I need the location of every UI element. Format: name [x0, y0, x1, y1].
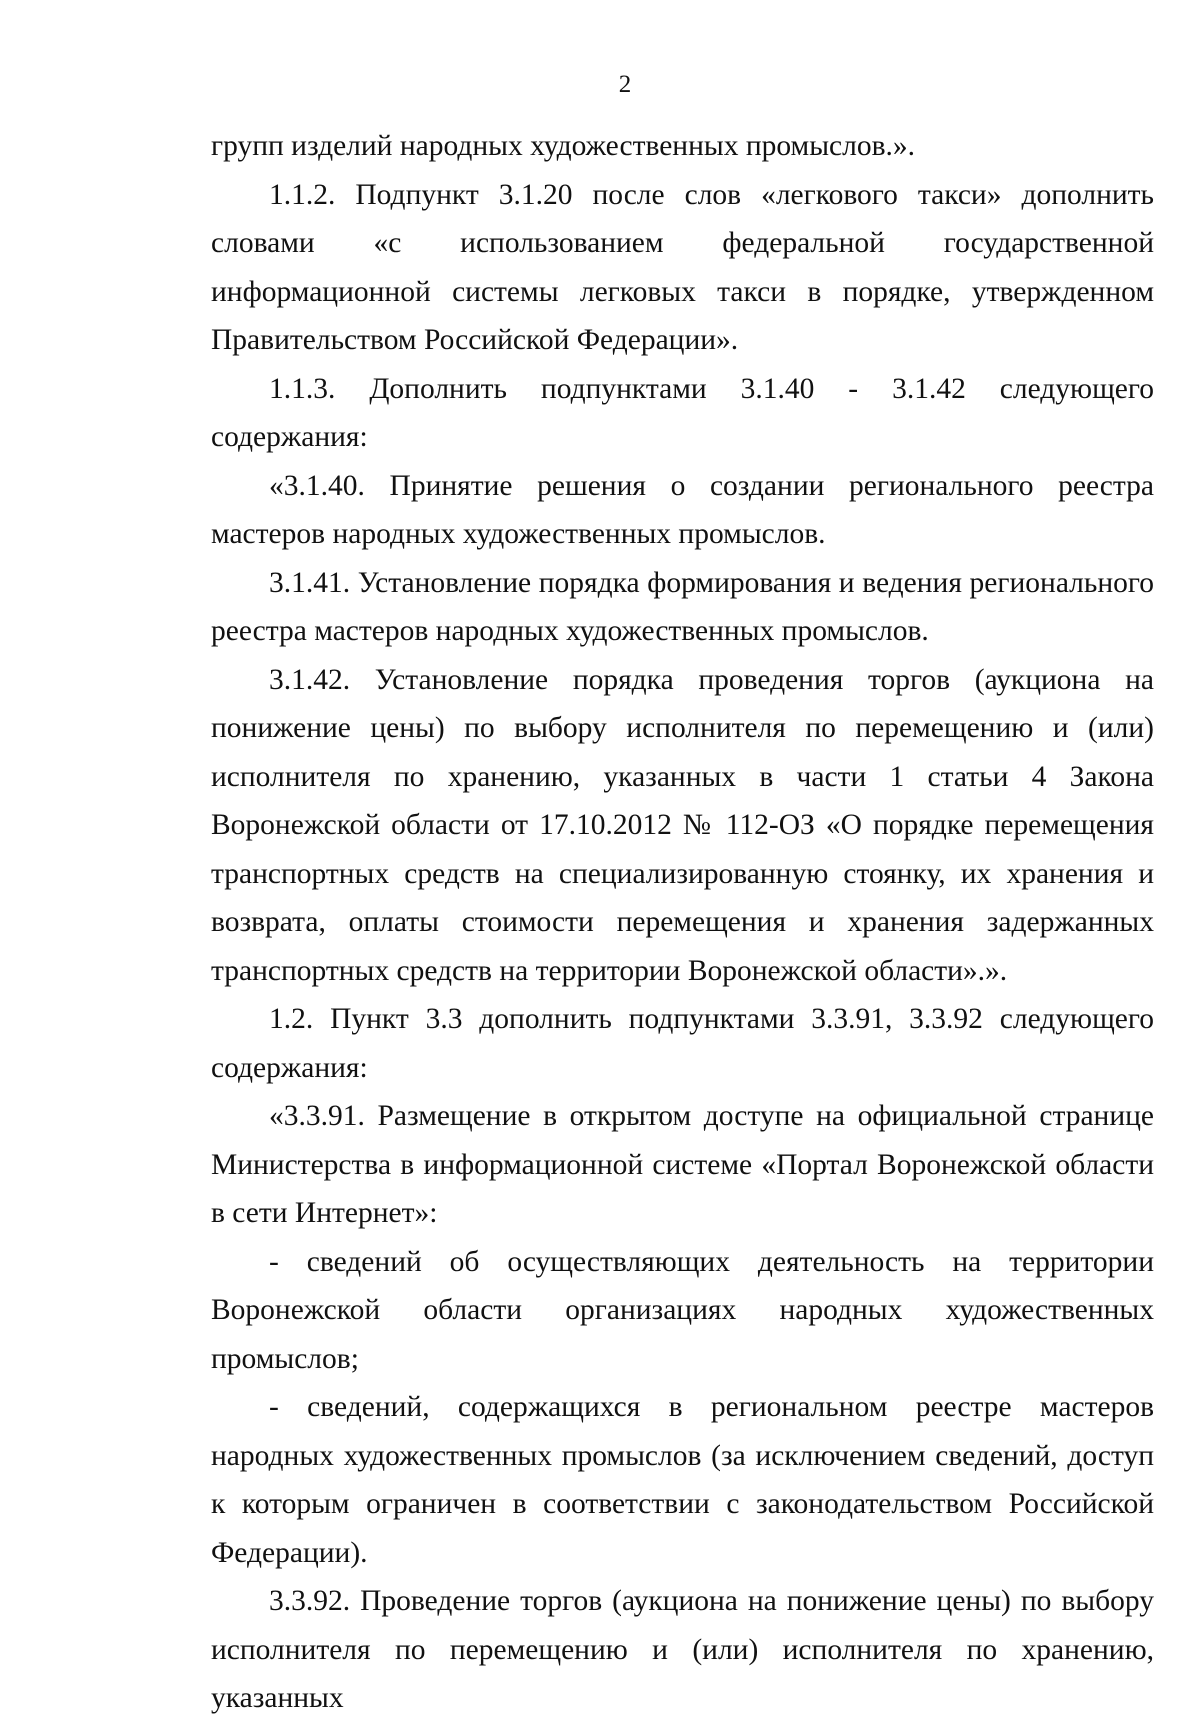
document-body: [211, 122, 1154, 1723]
paragraph-3-3-91: «3.3.91. Размещение в открытом доступе на официальной странице Министерства в информационной системе «Портал Воронежской области в сети Интернет»:: [211, 1100, 1154, 1229]
paragraph-3-3-92: 3.3.92. Проведение торгов (аукциона на понижение цены) по выбору исполнителя по перемещению и (или) исполнителя по хранению, указанных: [211, 1585, 1154, 1714]
list-item-organizations: - сведений об осуществляющих деятельность на территории Воронежской области организациях народных художественных промыслов;: [211, 1245, 1154, 1375]
paragraph-1-2: 1.2. Пункт 3.3 дополнить подпунктами 3.3.91, 3.3.92 следующего содержания:: [211, 1003, 1154, 1084]
paragraph-3-1-42: 3.1.42. Установление порядка проведения торгов (аукциона на понижение цены) по выбору исполнителя по перемещению и (или) исполнителя по хранению, указанных в части 1 статьи 4 Закона Воронежской области от 17.10.2012 № 112-ОЗ «О порядке перемещения транспортных средств на специализированную стоянку, их хранения и возврата, оплаты стоимости перемещения и хранения задержанных транспортных средств на территории Воронежской области».».: [211, 663, 1154, 987]
paragraph-3-1-41: 3.1.41. Установление порядка формирования и ведения регионального реестра мастеров народных художественных промыслов.: [211, 566, 1154, 647]
paragraph-1-1-3: 1.1.3. Дополнить подпунктами 3.1.40 - 3.1.42 следующего содержания:: [211, 372, 1154, 453]
paragraph-3-1-40: «3.1.40. Принятие решения о создании регионального реестра мастеров народных художественных промыслов.: [211, 469, 1154, 550]
list-item-registry: - сведений, содержащихся в региональном реестре мастеров народных художественных промыслов (за исключением сведений, доступ к которым ограничен в соответствии с законодательством Российской Федерации).: [211, 1391, 1154, 1569]
paragraph-1-1-2: 1.1.2. Подпункт 3.1.20 после слов «легкового такси» дополнить словами «с использованием федеральной государственной информационной системы легковых такси в порядке, утвержденном Правительством Российской Федерации».: [211, 178, 1154, 356]
page-number: 2: [618, 71, 632, 98]
paragraph-continuation: групп изделий народных художественных промыслов.».: [211, 130, 916, 162]
